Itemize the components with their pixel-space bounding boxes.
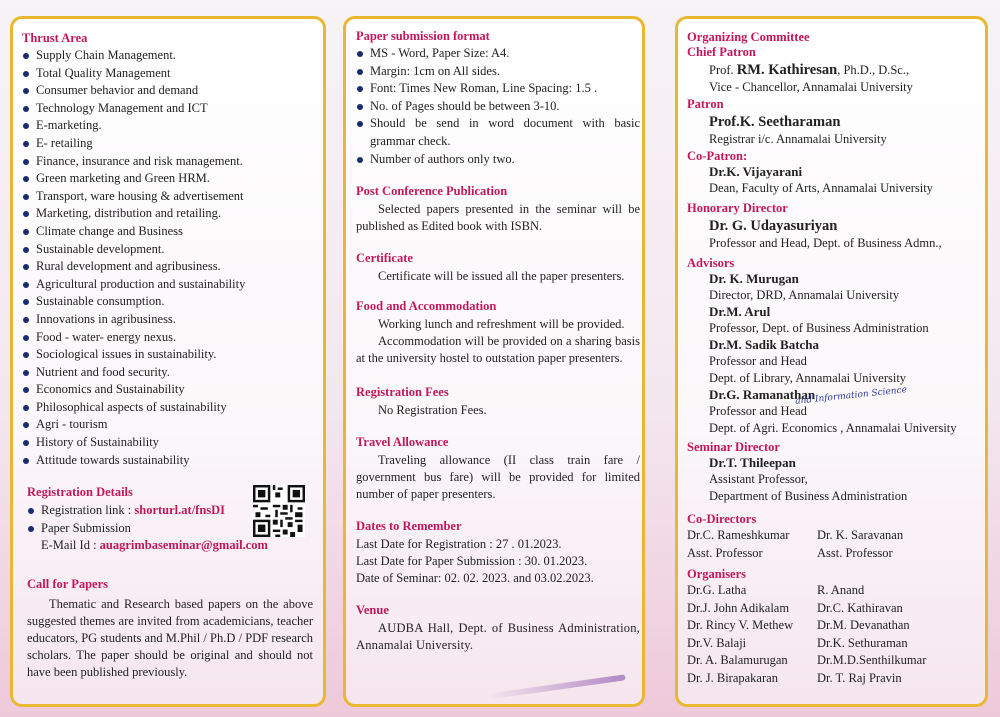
list-item: Supply Chain Management. — [22, 47, 322, 65]
certificate-text: Certificate will be issued all the paper presenters. — [378, 269, 625, 284]
handwritten-note: and Information Science — [794, 385, 908, 407]
travel-text: Traveling allowance (II class train fare / government bus fare) will be provided for limited number of paper presenters. — [356, 453, 640, 502]
decorative-swoosh — [486, 674, 625, 699]
food-text-1: Working lunch and refreshment will be provided. — [378, 317, 625, 332]
call-for-papers-text: Thematic and Research based papers on the above suggested themes are invited from academicians, teacher educators, PG students and M.Phil / Ph.D / PDF research scholars. The paper should be original and should not have been published previously. — [27, 597, 313, 679]
co-directors-title: Co-Directors — [687, 512, 757, 526]
list-item: Climate change and Business — [22, 223, 322, 241]
advisor-role: Professor and Head — [709, 354, 807, 368]
co-patron-title: Co-Patron: — [687, 149, 748, 163]
list-item: Should be send in word document with basic grammar check. — [356, 115, 640, 150]
chief-patron-title: Chief Patron — [687, 45, 756, 59]
organiser-name: R. Anand — [817, 583, 865, 597]
organiser-name: Dr.V. Balaji — [687, 635, 747, 650]
organiser-name: Dr.G. Latha — [687, 583, 747, 597]
seminar-director-role: Department of Business Administration — [709, 489, 908, 503]
paper-format-title: Paper submission format — [356, 29, 490, 43]
list-item: Sustainable consumption. — [22, 293, 322, 311]
list-item: Green marketing and Green HRM. — [22, 170, 322, 188]
list-item: Total Quality Management — [22, 65, 322, 83]
email-line: E-Mail Id : auagrimbaseminar@gmail.com — [41, 538, 268, 553]
fees-title: Registration Fees — [356, 385, 449, 400]
organiser-name: Dr.M. Devanathan — [817, 618, 910, 632]
date-submission: Last Date for Paper Submission : 30. 01.2023. — [356, 554, 588, 569]
chief-patron-name: Prof. RM. Kathiresan, Ph.D., D.Sc., — [709, 62, 910, 78]
paper-submission-item: Paper Submission — [27, 520, 317, 538]
organiser-name: Dr.C. Kathiravan — [817, 600, 903, 615]
list-item: Technology Management and ICT — [22, 100, 322, 118]
organiser-name: Dr.K. Sethuraman — [817, 635, 908, 650]
venue-text: AUDBA Hall, Dept. of Business Administration, Annamalai University. — [356, 621, 640, 653]
seminar-director-name: Dr.T. Thileepan — [709, 455, 796, 470]
seminar-director-title: Seminar Director — [687, 440, 780, 454]
left-panel — [10, 16, 326, 707]
food-text-2: Accommodation will be provided on a sharing basis at the university hostel to outstation paper presenters. — [356, 334, 640, 366]
co-director-role: Asst. Professor — [687, 545, 763, 560]
seminar-director-role: Assistant Professor, — [709, 472, 808, 486]
committee-title: Organizing Committee — [687, 30, 810, 44]
fees-text: No Registration Fees. — [378, 403, 487, 418]
advisor-role: Dept. of Agri. Economics , Annamalai University — [709, 421, 957, 435]
venue-title: Venue — [356, 603, 389, 618]
co-director-name: Dr. K. Saravanan — [817, 528, 904, 542]
organiser-name: Dr.J. John Adikalam — [687, 600, 790, 615]
advisor-name: Dr.M. Sadik Batcha — [709, 337, 820, 352]
co-patron-name: Dr.K. Vijayarani — [709, 164, 803, 179]
organisers-grid — [687, 582, 985, 687]
dates-title: Dates to Remember — [356, 519, 462, 534]
honorary-director-name: Dr. G. Udayasuriyan — [709, 218, 838, 234]
patron-name: Prof.K. Seetharaman — [709, 114, 841, 130]
email-link[interactable]: auagrimbaseminar@gmail.com — [99, 538, 268, 553]
middle-panel — [343, 16, 645, 707]
organiser-name: Dr. J. Birapakaran — [687, 670, 778, 685]
organiser-name: Dr.M.D.Senthilkumar — [817, 653, 927, 667]
list-item: Finance, insurance and risk management. — [22, 153, 322, 171]
right-panel — [675, 16, 988, 707]
list-item: E-marketing. — [22, 117, 322, 135]
registration-link-item: Registration link : shorturl.at/fnsDI — [27, 502, 317, 520]
registration-details-title: Registration Details — [27, 485, 133, 499]
advisors-title: Advisors — [687, 256, 735, 270]
co-patron-role: Dean, Faculty of Arts, Annamalai University — [709, 181, 933, 195]
travel-title: Travel Allowance — [356, 435, 449, 450]
advisor-name: Dr.M. Arul — [709, 304, 771, 319]
thrust-area-title: Thrust Area — [22, 31, 88, 45]
list-item: Font: Times New Roman, Line Spacing: 1.5 . — [356, 80, 640, 98]
list-item: Marketing, distribution and retailing. — [22, 205, 322, 223]
list-item: Innovations in agribusiness. — [22, 311, 322, 329]
list-item: Agricultural production and sustainability — [22, 276, 322, 294]
co-director-role: Asst. Professor — [817, 545, 893, 560]
list-item: Sustainable development. — [22, 241, 322, 259]
list-item: Rural development and agribusiness. — [22, 258, 322, 276]
list-item: Margin: 1cm on All sides. — [356, 63, 640, 81]
list-item: Sociological issues in sustainability. — [22, 346, 322, 364]
list-item: History of Sustainability — [22, 434, 322, 452]
list-item: Consumer behavior and demand — [22, 82, 322, 100]
advisor-role: Professor, Dept. of Business Administration — [709, 321, 929, 335]
organiser-name: Dr. A. Balamurugan — [687, 653, 788, 667]
list-item: Number of authors only two. — [356, 151, 640, 169]
date-seminar: Date of Seminar: 02. 02. 2023. and 03.02.2023. — [356, 571, 594, 586]
advisor-name: Dr.G. Ramanathan — [709, 387, 816, 402]
co-directors-grid — [687, 527, 985, 562]
post-conference-text: Selected papers presented in the seminar will be published as Edited book with ISBN. — [356, 202, 640, 234]
list-item: Food - water- energy nexus. — [22, 329, 322, 347]
advisor-role: Professor and Head — [709, 404, 807, 418]
organiser-name: Dr. Rincy V. Methew — [687, 618, 794, 632]
organisers-title: Organisers — [687, 567, 747, 581]
list-item: MS - Word, Paper Size: A4. — [356, 45, 640, 63]
thrust-area-list — [22, 47, 322, 469]
post-conference-title: Post Conference Publication — [356, 184, 508, 199]
honorary-director-role: Professor and Head, Dept. of Business Admn., — [709, 236, 942, 250]
list-item: Attitude towards sustainability — [22, 452, 322, 470]
honorary-director-title: Honorary Director — [687, 201, 788, 215]
advisor-name: Dr. K. Murugan — [709, 271, 799, 286]
list-item: E- retailing — [22, 135, 322, 153]
list-item: Philosophical aspects of sustainability — [22, 399, 322, 417]
list-item: Transport, ware housing & advertisement — [22, 188, 322, 206]
list-item: Nutrient and food security. — [22, 364, 322, 382]
patron-title: Patron — [687, 97, 724, 111]
paper-format-list — [356, 45, 640, 168]
organiser-name: Dr. T. Raj Pravin — [817, 670, 902, 685]
patron-role: Registrar i/c. Annamalai University — [709, 132, 887, 146]
co-director-name: Dr.C. Rameshkumar — [687, 528, 790, 542]
call-for-papers-title: Call for Papers — [27, 577, 109, 591]
chief-patron-role: Vice - Chancellor, Annamalai University — [709, 80, 913, 94]
list-item: Economics and Sustainability — [22, 381, 322, 399]
advisor-role: Director, DRD, Annamalai University — [709, 288, 900, 302]
registration-link[interactable]: shorturl.at/fnsDI — [134, 503, 226, 517]
certificate-title: Certificate — [356, 251, 413, 266]
qr-code-icon — [253, 485, 305, 537]
date-registration: Last Date for Registration : 27 . 01.2023. — [356, 537, 562, 552]
list-item: No. of Pages should be between 3-10. — [356, 98, 640, 116]
food-title: Food and Accommodation — [356, 299, 497, 314]
list-item: Agri - tourism — [22, 416, 322, 434]
advisor-role: Dept. of Library, Annamalai University — [709, 371, 907, 385]
